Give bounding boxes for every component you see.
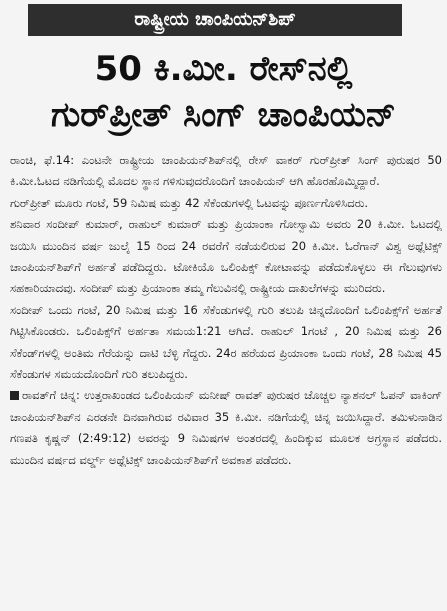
article-body — [10, 150, 442, 471]
article-paragraph-5-text: ರಾವತ್‌ಗೆ ಚಿನ್ನ: ಉತ್ತರಾಖಂಡದ ಒಲಿಂಪಿಯನ್ ಮನೀಷ್ ರಾವತ್ ಪುರುಷರ ಚೊಚ್ಚಲ ನ್ಯಾಶನಲ್ ಓಪನ್ ವಾಕಿಂಗ್ ಚಾಂಪಿಯನ್‌ಶಿಪ್‌ನ ಎರಡನೇ ದಿನವಾಗಿರುವ ರವಿವಾರ 35 ಕಿ.ಮೀ. ನಡಿಗೆಯಲ್ಲಿ ಚಿನ್ನ ಜಯಿಸಿದ್ದಾರೆ. ತಮಿಳುನಾಡಿನ ಗಣಪತಿ ಕೃಷ್ಣನ್ (2:49:12) ಅವರನ್ನು 9 ನಿಮಿಷಗಳ ಅಂತರದಲ್ಲಿ ಹಿಂದಿಕ್ಕುವ ಮೂಲಕ ಅಗ್ರಸ್ಥಾನ ಪಡೆದರು. ಮುಂದಿನ ವರ್ಷದ ವರ್ಲ್ಡ್ ಅಥ್ಲೆಟಿಕ್ಸ್ ಚಾಂಪಿಯನ್‌ಶಿಪ್‌ಗೆ ಅವಕಾಶ ಪಡೆದರು. — [10, 388, 442, 467]
article-paragraph-3: ಶನಿವಾರ ಸಂದೀಪ್ ಕುಮಾರ್, ರಾಹುಲ್ ಕುಮಾರ್ ಮತ್ತು ಪ್ರಿಯಾಂಕಾ ಗೋಸ್ವಾಮಿ ಅವರು 20 ಕಿ.ಮೀ. ಓಟದಲ್ಲಿ ಜಯಿಸಿ ಮುಂದಿನ ವರ್ಷ ಜುಲೈ 15 ರಿಂದ 24 ರವರೆಗೆ ನಡೆಯಲಿರುವ 20 ಕಿ.ಮೀ. ಓರೆಗಾನ್ ವಿಶ್ವ ಅಥ್ಲೆಟಿಕ್ಸ್ ಚಾಂಪಿಯನ್‌ಶಿಪ್‌ಗೆ ಅರ್ಹತೆ ಪಡೆದಿದ್ದರು. ಟೋಕಿಯೊ ಒಲಿಂಪಿಕ್ಸ್ ಕೋಟಾವನ್ನು ಪಡೆದುಕೊಳ್ಳಲು ಈ ಗೆಲುವುಗಳು ಸಹಕಾರಿಯಾದವು. ಸಂದೀಪ್ ಮತ್ತು ಪ್ರಿಯಾಂಕಾ ತಮ್ಮ ಗೆಲುವಿನಲ್ಲಿ ರಾಷ್ಟ್ರೀಯ ದಾಖಲೆಗಳನ್ನು ಮುರಿದರು. — [10, 217, 442, 296]
article-paragraph-4: ಸಂದೀಪ್ ಒಂದು ಗಂಟೆ, 20 ನಿಮಿಷ ಮತ್ತು 16 ಸೆಕೆಂಡುಗಳಲ್ಲಿ ಗುರಿ ತಲುಪಿ ಚಿನ್ನದೊಂದಿಗೆ ಒಲಿಂಪಿಕ್ಸ್‌ಗೆ ಅರ್ಹತೆ ಗಿಟ್ಟಿಸಿಕೊಂಡರು. ಒಲಿಂಪಿಕ್ಸ್‌ಗೆ ಅರ್ಹತಾ ಸಮಯ1:21 ಆಗಿದೆ. ರಾಹುಲ್ 1ಗಂಟೆ , 20 ನಿಮಿಷ ಮತ್ತು 26 ಸೆಕೆಂಡ್‌ಗಳಲ್ಲಿ ಅಂತಿಮ ಗೆರೆಯನ್ನು ದಾಟಿ ಬೆಳ್ಳಿ ಗೆದ್ದರು. 24ರ ಹರೆಯದ ಪ್ರಿಯಾಂಕಾ ಒಂದು ಗಂಟೆ, 28 ನಿಮಿಷ 45 ಸೆಕೆಂಡುಗಳ ಸಮಯದೊಂದಿಗೆ ಗುರಿ ತಲುಪಿದ್ದರು. — [10, 302, 442, 382]
article-paragraph-2: ಗುರ್‌ಪ್ರೀತ್ ಮೂರು ಗಂಟೆ, 59 ನಿಮಿಷ ಮತ್ತು 42 ಸೆಕೆಂಡುಗಳಲ್ಲಿ ಓಟವನ್ನು ಪೂರ್ಣಗೊಳಿಸಿದರು. — [10, 195, 369, 210]
headline-line-2: ಗುರ್‌ಪ್ರೀತ್ ಸಿಂಗ್ ಚಾಂಪಿಯನ್ — [51, 95, 396, 135]
headline-line-1: 50 ಕಿ.ಮೀ. ರೇಸ್‌ನಲ್ಲಿ — [94, 49, 353, 89]
bullet-square-icon — [10, 391, 19, 400]
section-banner: ರಾಷ್ಟ್ರೀಯ ಚಾಂಪಿಯನ್‌ಶಿಪ್ — [28, 4, 402, 36]
article-paragraph-1: ರಾಂಚಿ, ಫೆ.14: ಎಂಟನೇ ರಾಷ್ಟ್ರೀಯ ಚಾಂಪಿಯನ್‌ಶಿಪ್‌ನಲ್ಲಿ ರೇಸ್ ವಾಕರ್ ಗುರ್‌ಪ್ರೀತ್ ಸಿಂಗ್ ಪುರುಷರ 50 ಕಿ.ಮೀ.ಓಟದ ನಡಿಗೆಯಲ್ಲಿ ಮೊದಲ ಸ್ಥಾನ ಗಳಿಸುವುದರೊಂದಿಗೆ ಚಾಂಪಿಯನ್ ಆಗಿ ಹೊರಹೊಮ್ಮಿದ್ದಾರೆ. — [10, 153, 442, 189]
article-paragraph-5 — [10, 385, 442, 471]
